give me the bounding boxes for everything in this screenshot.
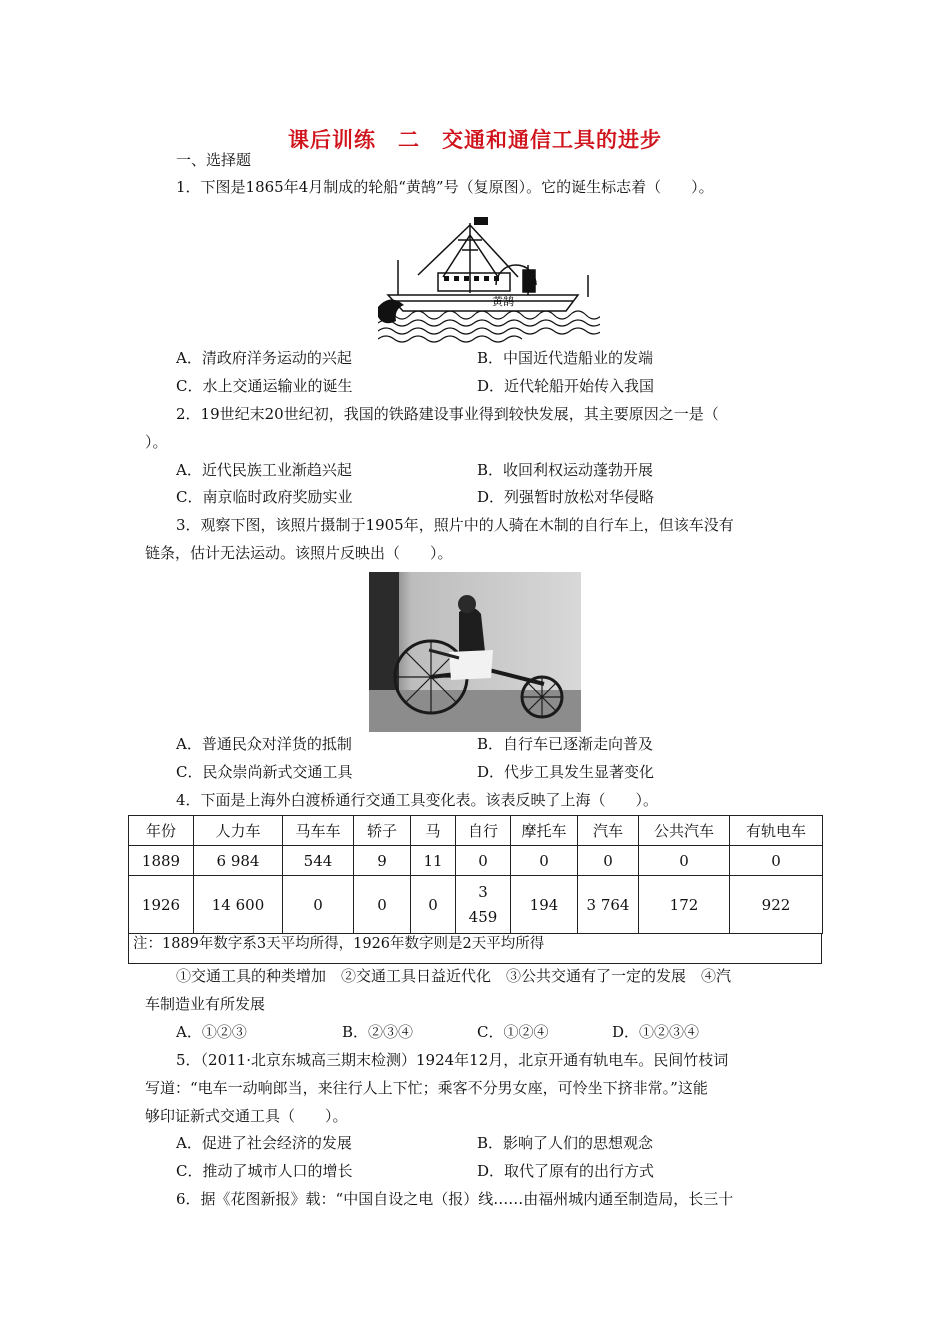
q5-option-a: A．促进了社会经济的发展 — [176, 1134, 352, 1152]
q4-stem: 4．下面是上海外白渡桥通行交通工具变化表。该表反映了上海（ ）。 — [176, 791, 659, 809]
ship-huanghu-illustration — [378, 215, 600, 343]
q4-items-line2: 车制造业有所发展 — [145, 995, 266, 1013]
q3-option-c: C．民众崇尚新式交通工具 — [176, 763, 353, 781]
table-cell: 544 — [283, 846, 354, 876]
q2-option-b: B．收回利权运动蓬勃开展 — [477, 461, 654, 479]
q3-option-b: B．自行车已逐渐走向普及 — [477, 735, 654, 753]
table-cell: 1889 — [129, 846, 194, 876]
table-cell: 9 — [354, 846, 411, 876]
table-header: 马车车 — [283, 816, 354, 846]
q1-stem: 1．下图是1865年4月制成的轮船“黄鹄”号（复原图）。它的诞生标志着（ ）。 — [176, 178, 714, 196]
table-cell: 14 600 — [194, 876, 283, 934]
table-cell: 194 — [511, 876, 578, 934]
table-cell: 3 764 — [578, 876, 639, 934]
table-row — [129, 846, 823, 876]
table-header: 自行 — [456, 816, 511, 846]
table-cell: 0 — [354, 876, 411, 934]
table-row — [129, 876, 823, 934]
q4-items-line1: ①交通工具的种类增加 ②交通工具日益近代化 ③公共交通有了一定的发展 ④汽 — [176, 967, 732, 985]
q2-stem-line2: ）。 — [145, 433, 168, 451]
table-cell: 0 — [639, 846, 730, 876]
q2-option-c: C．南京临时政府奖励实业 — [176, 488, 353, 506]
table-header: 汽车 — [578, 816, 639, 846]
q3-stem-line2: 链条，估计无法运动。该照片反映出（ ）。 — [145, 544, 453, 562]
page-title: 课后训练 二 交通和通信工具的进步 — [288, 128, 662, 152]
q1-option-d: D．近代轮船开始传入我国 — [477, 377, 655, 395]
table-cell: 0 — [511, 846, 578, 876]
q2-stem-line1: 2．19世纪末20世纪初，我国的铁路建设事业得到较快发展，其主要原因之一是（ — [176, 405, 719, 423]
table-cell-bicycle-line2: 459 — [468, 907, 498, 926]
table-header-row — [129, 816, 823, 846]
table-cell: 0 — [730, 846, 823, 876]
table-cell: 0 — [411, 876, 456, 934]
table-cell: 172 — [639, 876, 730, 934]
table-cell: 922 — [730, 876, 823, 934]
section-heading: 一、选择题 — [176, 151, 252, 169]
q2-option-d: D．列强暂时放松对华侵略 — [477, 488, 655, 506]
q5-stem-line2: 写道：“电车一动响郎当，来往行人上下忙；乘客不分男女座，可怜坐下挤非常。”这能 — [145, 1079, 708, 1097]
table-header: 摩托车 — [511, 816, 578, 846]
q2-option-a: A．近代民族工业渐趋兴起 — [176, 461, 352, 479]
table-cell: 0 — [283, 876, 354, 934]
table-header: 马 — [411, 816, 456, 846]
q4-option-a: A．①②③ — [176, 1023, 247, 1041]
table-header: 人力车 — [194, 816, 283, 846]
table-cell: 11 — [411, 846, 456, 876]
ship-name-label: 黄鹄 — [492, 295, 514, 308]
transport-table — [128, 815, 823, 934]
q5-option-b: B．影响了人们的思想观念 — [477, 1134, 654, 1152]
q3-option-d: D．代步工具发生显著变化 — [477, 763, 655, 781]
q4-option-d: D．①②③④ — [612, 1023, 700, 1041]
table-header: 公共汽车 — [639, 816, 730, 846]
q1-option-c: C．水上交通运输业的诞生 — [176, 377, 353, 395]
q4-option-c: C．①②④ — [477, 1023, 549, 1041]
q5-stem-line3: 够印证新式交通工具（ ）。 — [145, 1107, 348, 1125]
table-cell: 0 — [456, 846, 511, 876]
q3-stem-line1: 3．观察下图，该照片摄制于1905年，照片中的人骑在木制的自行车上，但该车没有 — [176, 516, 734, 534]
table-cell: 1926 — [129, 876, 194, 934]
table-cell: 0 — [578, 846, 639, 876]
q5-option-c: C．推动了城市人口的增长 — [176, 1162, 353, 1180]
q6-stem: 6．据《花图新报》载：“中国自设之电（报）线……由福州城内通至制造局，长三十 — [176, 1190, 734, 1208]
wooden-bicycle-photo — [369, 572, 581, 732]
q5-option-d: D．取代了原有的出行方式 — [477, 1162, 655, 1180]
table-header: 轿子 — [354, 816, 411, 846]
q1-option-a: A．清政府洋务运动的兴起 — [176, 349, 352, 367]
q5-stem-line1: 5．（2011·北京东城高三期末检测）1924年12月，北京开通有轨电车。民间竹枝词 — [176, 1051, 729, 1069]
q4-option-b: B．②③④ — [342, 1023, 414, 1041]
table-header: 有轨电车 — [730, 816, 823, 846]
table-header: 年份 — [129, 816, 194, 846]
table-cell: 6 984 — [194, 846, 283, 876]
table-cell-bicycle-line1: 3 — [478, 882, 488, 901]
q3-option-a: A．普通民众对洋货的抵制 — [176, 735, 352, 753]
table-note: 注：1889年数字系3天平均所得，1926年数字则是2天平均所得 — [128, 934, 822, 964]
q1-option-b: B．中国近代造船业的发端 — [477, 349, 654, 367]
table-cell-bicycle — [456, 876, 511, 934]
